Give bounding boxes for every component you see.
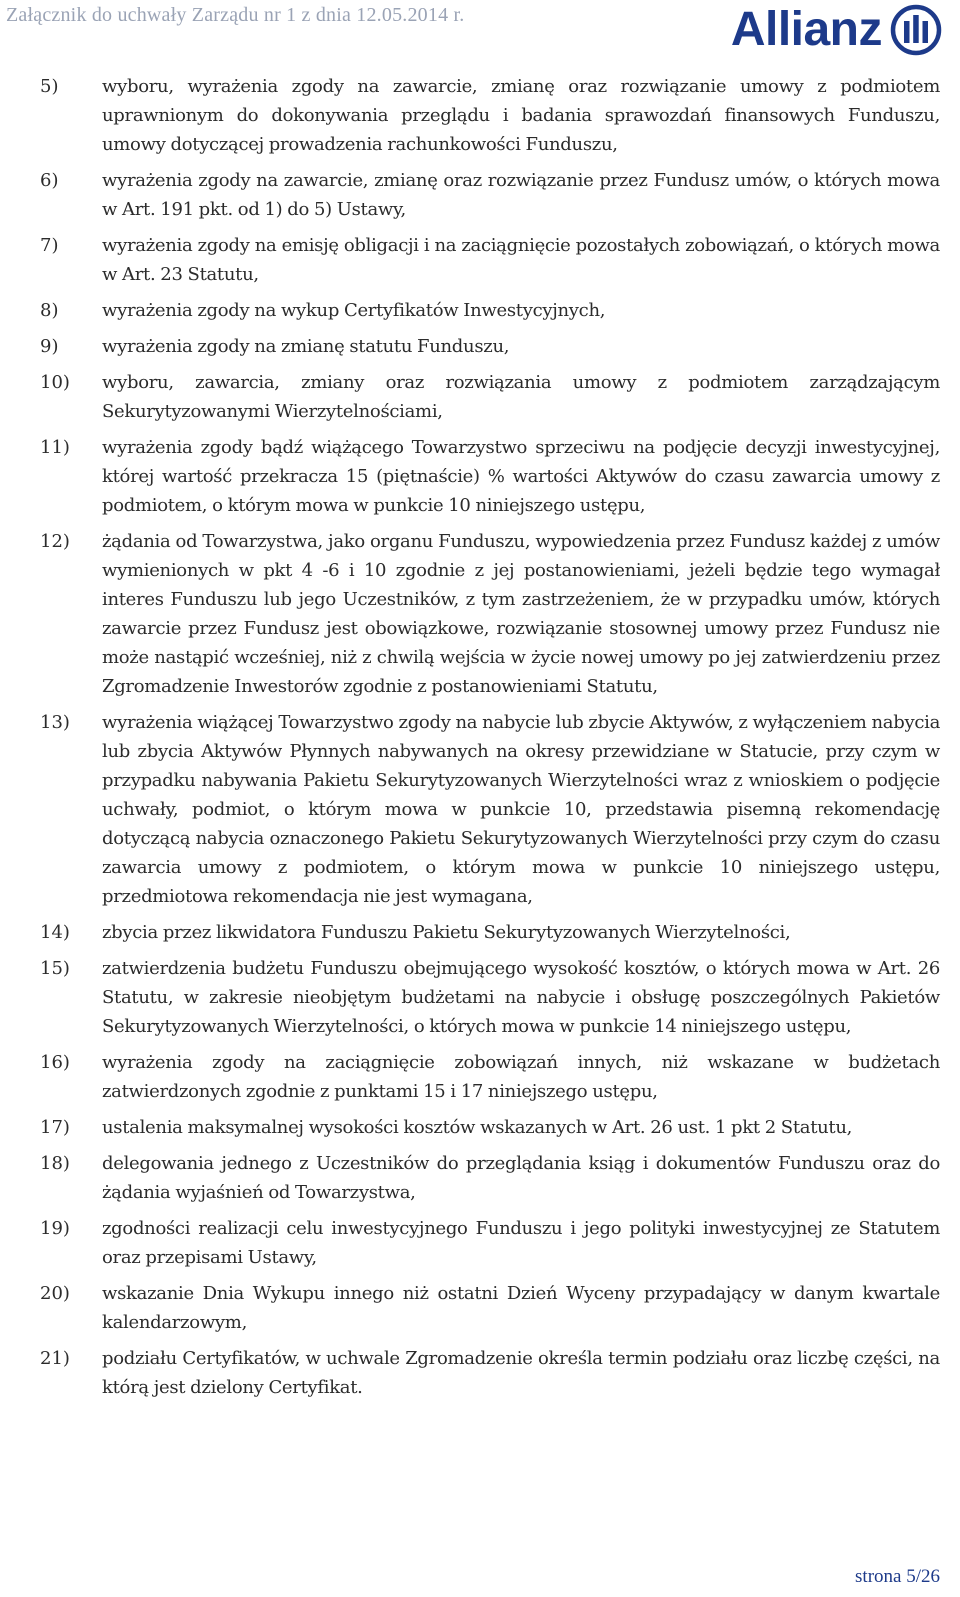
item-number: 19) [40, 1218, 70, 1239]
list-item [40, 1113, 940, 1142]
logo-text: Allianz [730, 3, 882, 56]
item-number: 21) [40, 1348, 70, 1369]
page-number: strona 5/26 [855, 1566, 940, 1587]
list-item [40, 332, 940, 361]
item-number: 20) [40, 1283, 70, 1304]
list-item [40, 166, 940, 224]
item-number: 6) [40, 170, 59, 191]
item-number: 14) [40, 922, 70, 943]
item-number: 15) [40, 958, 70, 979]
list-item [40, 231, 940, 289]
item-text: wyrażenia zgody na emisję obligacji i na zaciągnięcie pozostałych zobowiązań, o których mowa w Art. 23 Statutu, [102, 235, 940, 285]
item-text: wyrażenia zgody bądź wiążącego Towarzystwo sprzeciwu na podjęcie decyzji inwestycyjnej, której wartość przekracza 15 (piętnaście) % wartości Aktywów do czasu zawarcia umowy z podmiotem, o którym mowa w punkcie 10 niniejszego ustępu, [102, 437, 940, 516]
list-item [40, 433, 940, 520]
list-item [40, 708, 940, 911]
item-number: 16) [40, 1052, 70, 1073]
list-item [40, 954, 940, 1041]
item-text: wyrażenia zgody na wykup Certyfikatów Inwestycyjnych, [102, 300, 606, 321]
list-item [40, 1344, 940, 1402]
item-text: wyboru, zawarcia, zmiany oraz rozwiązania umowy z podmiotem zarządzającym Sekurytyzowanymi Wierzytelnościami, [102, 372, 940, 422]
list-item [40, 1214, 940, 1272]
list-item [40, 1048, 940, 1106]
item-text: wyrażenia zgody na zawarcie, zmianę oraz rozwiązanie przez Fundusz umów, o których mowa w Art. 191 pkt. od 1) do 5) Ustawy, [102, 170, 940, 220]
resolution-items-list [40, 72, 940, 1409]
document-header-title: Załącznik do uchwały Zarządu nr 1 z dnia 12.05.2014 r. [6, 4, 465, 26]
item-number: 9) [40, 336, 59, 357]
item-number: 8) [40, 300, 59, 321]
list-item [40, 527, 940, 701]
item-text: delegowania jednego z Uczestników do przeglądania ksiąg i dokumentów Funduszu oraz do żądania wyjaśnień od Towarzystwa, [102, 1153, 940, 1203]
item-text: wyrażenia zgody na zmianę statutu Funduszu, [102, 336, 510, 357]
item-number: 18) [40, 1153, 70, 1174]
item-text: wyboru, wyrażenia zgody na zawarcie, zmianę oraz rozwiązanie umowy z podmiotem uprawnionym do dokonywania przeglądu i badania sprawozdań finansowych Funduszu, umowy dotyczącej prowadzenia rachunkowości Funduszu, [102, 76, 940, 155]
item-text: zgodności realizacji celu inwestycyjnego Funduszu i jego polityki inwestycyjnej ze Statutem oraz przepisami Ustawy, [102, 1218, 940, 1268]
item-number: 12) [40, 531, 70, 552]
list-item [40, 72, 940, 159]
item-number: 13) [40, 712, 70, 733]
item-number: 10) [40, 372, 70, 393]
item-number: 11) [40, 437, 70, 458]
list-item [40, 918, 940, 947]
item-text: ustalenia maksymalnej wysokości kosztów wskazanych w Art. 26 ust. 1 pkt 2 Statutu, [102, 1117, 853, 1138]
item-text: zbycia przez likwidatora Funduszu Pakietu Sekurytyzowanych Wierzytelności, [102, 922, 791, 943]
list-item [40, 368, 940, 426]
item-number: 7) [40, 235, 59, 256]
item-number: 17) [40, 1117, 70, 1138]
item-text: zatwierdzenia budżetu Funduszu obejmującego wysokość kosztów, o których mowa w Art. 26 Statutu, w zakresie nieobjętym budżetami na nabycie i obsługę poszczególnych Pakietów Sekurytyzowanych Wierzytelności, o których mowa w punkcie 14 niniejszego ustępu, [102, 958, 940, 1037]
list-item [40, 1279, 940, 1337]
allianz-eagle-icon [890, 4, 942, 56]
item-text: wskazanie Dnia Wykupu innego niż ostatni Dzień Wyceny przypadający w danym kwartale kalendarzowym, [102, 1283, 940, 1333]
item-text: podziału Certyfikatów, w uchwale Zgromadzenie określa termin podziału oraz liczbę części, na którą jest dzielony Certyfikat. [102, 1348, 940, 1398]
item-text: wyrażenia zgody na zaciągnięcie zobowiązań innych, niż wskazane w budżetach zatwierdzonych zgodnie z punktami 15 i 17 niniejszego ustępu, [102, 1052, 940, 1102]
allianz-logo [731, 2, 942, 58]
item-text: wyrażenia wiążącej Towarzystwo zgody na nabycie lub zbycie Aktywów, z wyłączeniem nabycia lub zbycia Aktywów Płynnych nabywanych na okresy przewidziane w Statucie, przy czym w przypadku nabywania Pakietu Sekurytyzowanych Wierzytelności wraz z wnioskiem o podjęcie uchwały, podmiot, o którym mowa w punkcie 10, przedstawia pisemną rekomendację dotyczącą nabycia oznaczonego Pakietu Sekurytyzowanych Wierzytelności przy czym do czasu zawarcia umowy z podmiotem, o którym mowa w punkcie 10 niniejszego ustępu, przedmiotowa rekomendacja nie jest wymagana, [102, 712, 940, 907]
item-number: 5) [40, 76, 59, 97]
item-text: żądania od Towarzystwa, jako organu Funduszu, wypowiedzenia przez Fundusz każdej z umów wymienionych w pkt 4 -6 i 10 zgodnie z jej postanowieniami, jeżeli będzie tego wymagał interes Funduszu lub jego Uczestników, z tym zastrzeżeniem, że w przypadku umów, których zawarcie przez Fundusz jest obowiązkowe, rozwiązanie stosownej umowy przez Fundusz nie może nastąpić wcześniej, niż z chwilą wejścia w życie nowej umowy po jej zatwierdzeniu przez Zgromadzenie Inwestorów zgodnie z postanowieniami Statutu, [102, 531, 940, 697]
list-item [40, 1149, 940, 1207]
list-item [40, 296, 940, 325]
